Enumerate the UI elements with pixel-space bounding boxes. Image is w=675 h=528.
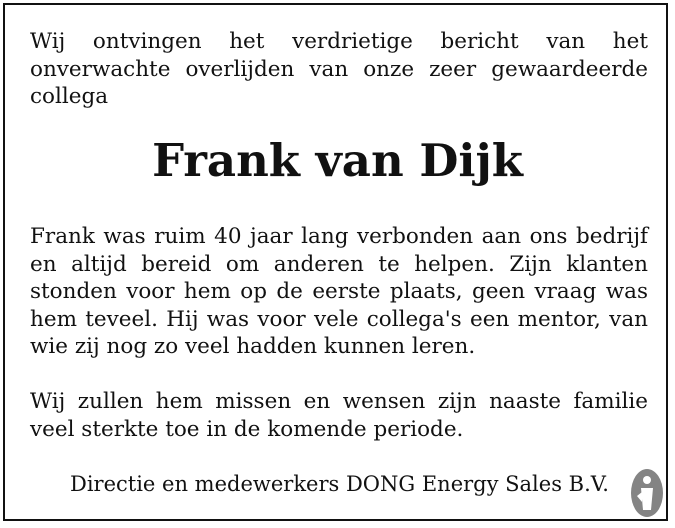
- closing-paragraph: Wij zullen hem missen en wensen zijn naaste familie veel sterkte toe in de komende periode.: [30, 389, 648, 442]
- signature-line: Directie en medewerkers DONG Energy Sales B.V.: [70, 472, 609, 496]
- memorial-logo-icon: [628, 466, 664, 520]
- deceased-name: Frank van Dijk: [152, 134, 523, 187]
- tribute-paragraph: Frank was ruim 40 jaar lang verbonden aan ons bedrijf en altijd bereid om anderen te helpen. Zijn klanten stonden voor hem op de eerste plaats, geen vraag was hem teveel. Hij was voor vele collega's een mentor, van wie zij nog zo veel hadden kunnen leren.: [30, 224, 648, 359]
- intro-paragraph: Wij ontvingen het verdrietige bericht van het onverwachte overlijden van onze zeer gewaardeerde collega: [30, 29, 648, 109]
